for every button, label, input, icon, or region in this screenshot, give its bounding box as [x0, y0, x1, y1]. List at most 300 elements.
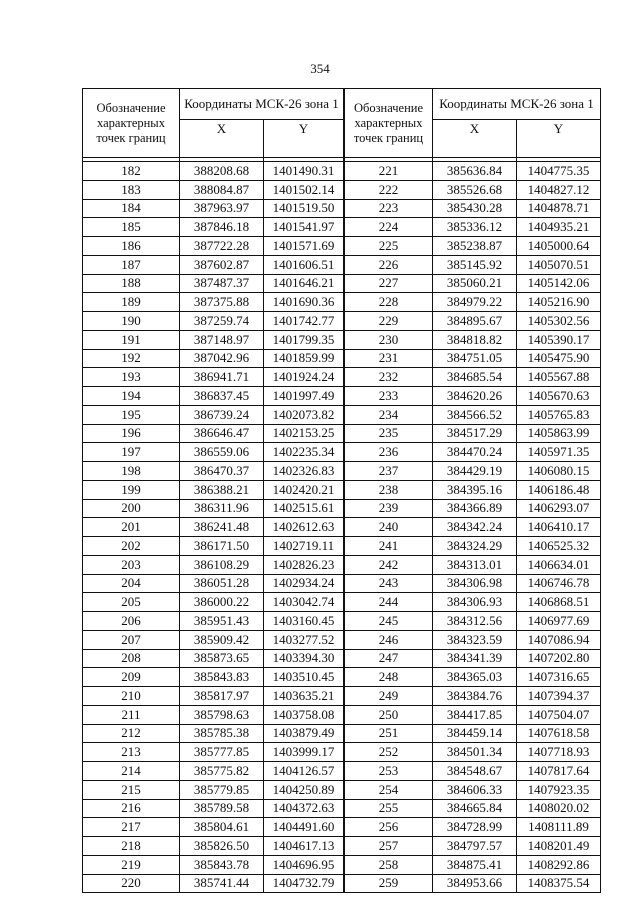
y-value: 1406634.01	[517, 555, 601, 574]
y-value: 1405567.88	[517, 368, 601, 387]
x-value: 384306.93	[433, 593, 517, 612]
point-id: 250	[345, 705, 433, 724]
point-id: 259	[345, 874, 433, 893]
table-row	[83, 743, 344, 762]
x-value: 386171.50	[180, 537, 264, 556]
x-value: 384665.84	[433, 799, 517, 818]
point-id: 237	[345, 462, 433, 481]
x-value: 384606.33	[433, 780, 517, 799]
table-row	[345, 593, 601, 612]
point-id: 231	[345, 349, 433, 368]
point-id: 252	[345, 743, 433, 762]
y-value: 1402515.61	[264, 499, 344, 518]
x-value: 384470.24	[433, 443, 517, 462]
point-id: 217	[83, 818, 180, 837]
y-value: 1402326.83	[264, 462, 344, 481]
x-value: 384324.29	[433, 537, 517, 556]
x-value: 385636.84	[433, 162, 517, 181]
table-row	[345, 780, 601, 799]
y-value: 1404126.57	[264, 762, 344, 781]
table-row	[83, 537, 344, 556]
x-value: 386388.21	[180, 480, 264, 499]
point-id: 232	[345, 368, 433, 387]
point-id: 248	[345, 668, 433, 687]
x-value: 384953.66	[433, 874, 517, 893]
x-value: 386739.24	[180, 405, 264, 424]
point-id: 184	[83, 199, 180, 218]
y-value: 1404491.60	[264, 818, 344, 837]
table-row	[83, 818, 344, 837]
y-value: 1402420.21	[264, 480, 344, 499]
table-row	[345, 799, 601, 818]
point-id: 185	[83, 218, 180, 237]
x-value: 385785.38	[180, 724, 264, 743]
x-value: 384417.85	[433, 705, 517, 724]
x-value: 384395.16	[433, 480, 517, 499]
x-value: 385873.65	[180, 649, 264, 668]
y-value: 1405000.64	[517, 237, 601, 256]
point-id: 230	[345, 330, 433, 349]
table-row	[83, 668, 344, 687]
point-id: 208	[83, 649, 180, 668]
table-row	[83, 349, 344, 368]
table-row	[345, 424, 601, 443]
table-row	[345, 574, 601, 593]
x-value: 384895.67	[433, 312, 517, 331]
y-value: 1407086.94	[517, 630, 601, 649]
x-value: 384342.24	[433, 518, 517, 537]
point-id: 194	[83, 387, 180, 406]
point-id: 213	[83, 743, 180, 762]
table-row	[83, 874, 344, 893]
point-id: 182	[83, 162, 180, 181]
x-value: 386108.29	[180, 555, 264, 574]
x-value: 385789.58	[180, 799, 264, 818]
y-value: 1401997.49	[264, 387, 344, 406]
table-row	[345, 405, 601, 424]
x-value: 384341.39	[433, 649, 517, 668]
y-value: 1401924.24	[264, 368, 344, 387]
y-value: 1405216.90	[517, 293, 601, 312]
y-value: 1406080.15	[517, 462, 601, 481]
x-value: 385775.82	[180, 762, 264, 781]
y-value: 1404732.79	[264, 874, 344, 893]
y-value: 1405142.06	[517, 274, 601, 293]
point-id: 191	[83, 330, 180, 349]
point-id: 227	[345, 274, 433, 293]
table-row	[83, 705, 344, 724]
table-row	[345, 762, 601, 781]
x-value: 384429.19	[433, 462, 517, 481]
y-value: 1405475.90	[517, 349, 601, 368]
y-value: 1406525.32	[517, 537, 601, 556]
y-value: 1402934.24	[264, 574, 344, 593]
table-row	[345, 649, 601, 668]
point-id: 210	[83, 687, 180, 706]
table-row	[83, 837, 344, 856]
point-id: 209	[83, 668, 180, 687]
x-value: 387259.74	[180, 312, 264, 331]
table-row	[83, 162, 344, 181]
point-id: 207	[83, 630, 180, 649]
x-value: 385798.63	[180, 705, 264, 724]
point-id: 188	[83, 274, 180, 293]
y-value: 1403394.30	[264, 649, 344, 668]
table-row	[345, 387, 601, 406]
x-value: 386051.28	[180, 574, 264, 593]
y-value: 1406186.48	[517, 480, 601, 499]
y-value: 1403510.45	[264, 668, 344, 687]
x-value: 385804.61	[180, 818, 264, 837]
point-id: 203	[83, 555, 180, 574]
y-value: 1407718.93	[517, 743, 601, 762]
table-row	[83, 518, 344, 537]
x-value: 385909.42	[180, 630, 264, 649]
x-value: 386311.96	[180, 499, 264, 518]
y-value: 1407394.37	[517, 687, 601, 706]
table-row	[345, 818, 601, 837]
point-id: 195	[83, 405, 180, 424]
x-value: 384728.99	[433, 818, 517, 837]
table-row	[345, 743, 601, 762]
y-value: 1408020.02	[517, 799, 601, 818]
point-id: 190	[83, 312, 180, 331]
point-id: 205	[83, 593, 180, 612]
table-row	[345, 199, 601, 218]
y-value: 1404827.12	[517, 180, 601, 199]
x-value: 387846.18	[180, 218, 264, 237]
y-value: 1401690.36	[264, 293, 344, 312]
point-id: 254	[345, 780, 433, 799]
y-value: 1402153.25	[264, 424, 344, 443]
table-row	[345, 368, 601, 387]
point-id: 239	[345, 499, 433, 518]
y-value: 1401541.97	[264, 218, 344, 237]
x-value: 384366.89	[433, 499, 517, 518]
table-row	[83, 724, 344, 743]
y-value: 1403160.45	[264, 612, 344, 631]
coord-group-header: Координаты МСК-26 зона 1	[433, 89, 601, 120]
table-row	[345, 518, 601, 537]
y-value: 1405971.35	[517, 443, 601, 462]
y-value: 1408111.89	[517, 818, 601, 837]
x-value: 384501.34	[433, 743, 517, 762]
x-value: 386000.22	[180, 593, 264, 612]
point-id: 211	[83, 705, 180, 724]
y-value: 1402073.82	[264, 405, 344, 424]
y-value: 1406293.07	[517, 499, 601, 518]
y-value: 1407923.35	[517, 780, 601, 799]
table-row	[345, 180, 601, 199]
point-id: 221	[345, 162, 433, 181]
x-value: 384365.03	[433, 668, 517, 687]
point-id: 214	[83, 762, 180, 781]
table-row	[345, 218, 601, 237]
point-id: 186	[83, 237, 180, 256]
x-header: X	[180, 120, 264, 158]
x-value: 387963.97	[180, 199, 264, 218]
point-id: 215	[83, 780, 180, 799]
x-value: 386941.71	[180, 368, 264, 387]
table-row	[83, 780, 344, 799]
point-id: 256	[345, 818, 433, 837]
point-id: 243	[345, 574, 433, 593]
table-row	[83, 649, 344, 668]
coordinates-table-right	[344, 88, 601, 893]
point-id: 225	[345, 237, 433, 256]
point-id: 220	[83, 874, 180, 893]
table-row	[345, 274, 601, 293]
point-id: 187	[83, 255, 180, 274]
table-row	[83, 630, 344, 649]
y-value: 1407618.58	[517, 724, 601, 743]
x-value: 384548.67	[433, 762, 517, 781]
y-value: 1404696.95	[264, 855, 344, 874]
point-id: 255	[345, 799, 433, 818]
x-value: 387602.87	[180, 255, 264, 274]
table-row	[83, 330, 344, 349]
y-value: 1404250.89	[264, 780, 344, 799]
y-value: 1405670.63	[517, 387, 601, 406]
point-id: 199	[83, 480, 180, 499]
point-id: 206	[83, 612, 180, 631]
point-id: 223	[345, 199, 433, 218]
table-row	[345, 462, 601, 481]
table-row	[83, 499, 344, 518]
x-value: 387722.28	[180, 237, 264, 256]
y-value: 1402719.11	[264, 537, 344, 556]
y-value: 1401519.50	[264, 199, 344, 218]
point-id: 216	[83, 799, 180, 818]
point-label-header: Обозначение характерных точек границ	[83, 89, 180, 158]
point-id: 247	[345, 649, 433, 668]
point-id: 193	[83, 368, 180, 387]
y-value: 1405765.83	[517, 405, 601, 424]
table-row	[83, 218, 344, 237]
x-header: X	[433, 120, 517, 158]
y-value: 1402235.34	[264, 443, 344, 462]
y-value: 1401799.35	[264, 330, 344, 349]
x-value: 384313.01	[433, 555, 517, 574]
x-value: 385430.28	[433, 199, 517, 218]
x-value: 385843.78	[180, 855, 264, 874]
y-value: 1401502.14	[264, 180, 344, 199]
y-value: 1404878.71	[517, 199, 601, 218]
table-row	[345, 349, 601, 368]
point-id: 253	[345, 762, 433, 781]
y-value: 1408292.86	[517, 855, 601, 874]
y-value: 1403879.49	[264, 724, 344, 743]
y-value: 1404372.63	[264, 799, 344, 818]
y-value: 1407504.07	[517, 705, 601, 724]
y-value: 1406868.51	[517, 593, 601, 612]
table-row	[83, 274, 344, 293]
point-id: 235	[345, 424, 433, 443]
x-value: 385777.85	[180, 743, 264, 762]
x-value: 384566.52	[433, 405, 517, 424]
table-row	[345, 874, 601, 893]
y-header: Y	[264, 120, 344, 158]
x-value: 387148.97	[180, 330, 264, 349]
point-id: 241	[345, 537, 433, 556]
point-id: 202	[83, 537, 180, 556]
y-value: 1407316.65	[517, 668, 601, 687]
y-value: 1404935.21	[517, 218, 601, 237]
y-value: 1401859.99	[264, 349, 344, 368]
point-id: 229	[345, 312, 433, 331]
y-value: 1408201.49	[517, 837, 601, 856]
table-row	[345, 443, 601, 462]
table-row	[345, 705, 601, 724]
table-row	[83, 387, 344, 406]
x-value: 384818.82	[433, 330, 517, 349]
y-value: 1402826.23	[264, 555, 344, 574]
table-row	[345, 687, 601, 706]
x-value: 385826.50	[180, 837, 264, 856]
x-value: 385336.12	[433, 218, 517, 237]
y-value: 1401646.21	[264, 274, 344, 293]
y-value: 1401490.31	[264, 162, 344, 181]
x-value: 384306.98	[433, 574, 517, 593]
x-value: 384459.14	[433, 724, 517, 743]
table-row	[83, 312, 344, 331]
x-value: 386470.37	[180, 462, 264, 481]
point-id: 234	[345, 405, 433, 424]
point-id: 228	[345, 293, 433, 312]
x-value: 384620.26	[433, 387, 517, 406]
y-value: 1403758.08	[264, 705, 344, 724]
point-id: 258	[345, 855, 433, 874]
y-value: 1403277.52	[264, 630, 344, 649]
table-row	[345, 162, 601, 181]
table-row	[83, 687, 344, 706]
x-value: 385526.68	[433, 180, 517, 199]
point-id: 244	[345, 593, 433, 612]
table-row	[345, 837, 601, 856]
page-number: 354	[310, 61, 330, 76]
y-value: 1405302.56	[517, 312, 601, 331]
point-id: 189	[83, 293, 180, 312]
x-value: 385060.21	[433, 274, 517, 293]
point-id: 183	[83, 180, 180, 199]
point-id: 200	[83, 499, 180, 518]
point-id: 197	[83, 443, 180, 462]
x-value: 384323.59	[433, 630, 517, 649]
y-value: 1402612.63	[264, 518, 344, 537]
point-id: 192	[83, 349, 180, 368]
y-value: 1407817.64	[517, 762, 601, 781]
x-value: 384312.56	[433, 612, 517, 631]
point-id: 238	[345, 480, 433, 499]
table-row	[83, 855, 344, 874]
table-row	[345, 537, 601, 556]
point-id: 196	[83, 424, 180, 443]
point-id: 246	[345, 630, 433, 649]
x-value: 385779.85	[180, 780, 264, 799]
x-value: 387375.88	[180, 293, 264, 312]
table-row	[83, 612, 344, 631]
y-value: 1403042.74	[264, 593, 344, 612]
table-row	[83, 424, 344, 443]
x-value: 386559.06	[180, 443, 264, 462]
table-row	[345, 293, 601, 312]
x-value: 388208.68	[180, 162, 264, 181]
table-row	[83, 405, 344, 424]
x-value: 386241.48	[180, 518, 264, 537]
y-value: 1405863.99	[517, 424, 601, 443]
x-value: 384875.41	[433, 855, 517, 874]
table-row	[345, 480, 601, 499]
x-value: 384517.29	[433, 424, 517, 443]
x-value: 384751.05	[433, 349, 517, 368]
table-row	[83, 480, 344, 499]
table-row	[83, 255, 344, 274]
y-value: 1406410.17	[517, 518, 601, 537]
x-value: 387042.96	[180, 349, 264, 368]
point-id: 242	[345, 555, 433, 574]
point-id: 219	[83, 855, 180, 874]
y-value: 1408375.54	[517, 874, 601, 893]
y-value: 1405390.17	[517, 330, 601, 349]
point-id: 251	[345, 724, 433, 743]
x-value: 387487.37	[180, 274, 264, 293]
y-value: 1401742.77	[264, 312, 344, 331]
x-value: 385741.44	[180, 874, 264, 893]
table-row	[83, 593, 344, 612]
point-id: 218	[83, 837, 180, 856]
table-row	[83, 574, 344, 593]
table-row	[83, 443, 344, 462]
y-value: 1403999.17	[264, 743, 344, 762]
y-value: 1403635.21	[264, 687, 344, 706]
table-row	[345, 612, 601, 631]
x-value: 384979.22	[433, 293, 517, 312]
coordinates-table-left	[82, 88, 344, 893]
table-row	[345, 724, 601, 743]
table-row	[345, 237, 601, 256]
table-row	[83, 237, 344, 256]
table-row	[345, 555, 601, 574]
point-id: 240	[345, 518, 433, 537]
table-row	[83, 555, 344, 574]
point-id: 212	[83, 724, 180, 743]
y-value: 1407202.80	[517, 649, 601, 668]
point-id: 233	[345, 387, 433, 406]
point-id: 204	[83, 574, 180, 593]
table-row	[345, 855, 601, 874]
point-label-header: Обозначение характерных точек границ	[345, 89, 433, 158]
point-id: 249	[345, 687, 433, 706]
table-row	[83, 368, 344, 387]
y-value: 1401571.69	[264, 237, 344, 256]
point-id: 257	[345, 837, 433, 856]
table-row	[83, 293, 344, 312]
y-value: 1404617.13	[264, 837, 344, 856]
point-id: 201	[83, 518, 180, 537]
table-row	[345, 668, 601, 687]
x-value: 384685.54	[433, 368, 517, 387]
point-id: 236	[345, 443, 433, 462]
x-value: 384384.76	[433, 687, 517, 706]
table-row	[345, 312, 601, 331]
x-value: 385238.87	[433, 237, 517, 256]
table-row	[345, 499, 601, 518]
x-value: 384797.57	[433, 837, 517, 856]
x-value: 385951.43	[180, 612, 264, 631]
table-row	[345, 330, 601, 349]
y-value: 1401606.51	[264, 255, 344, 274]
table-row	[345, 630, 601, 649]
